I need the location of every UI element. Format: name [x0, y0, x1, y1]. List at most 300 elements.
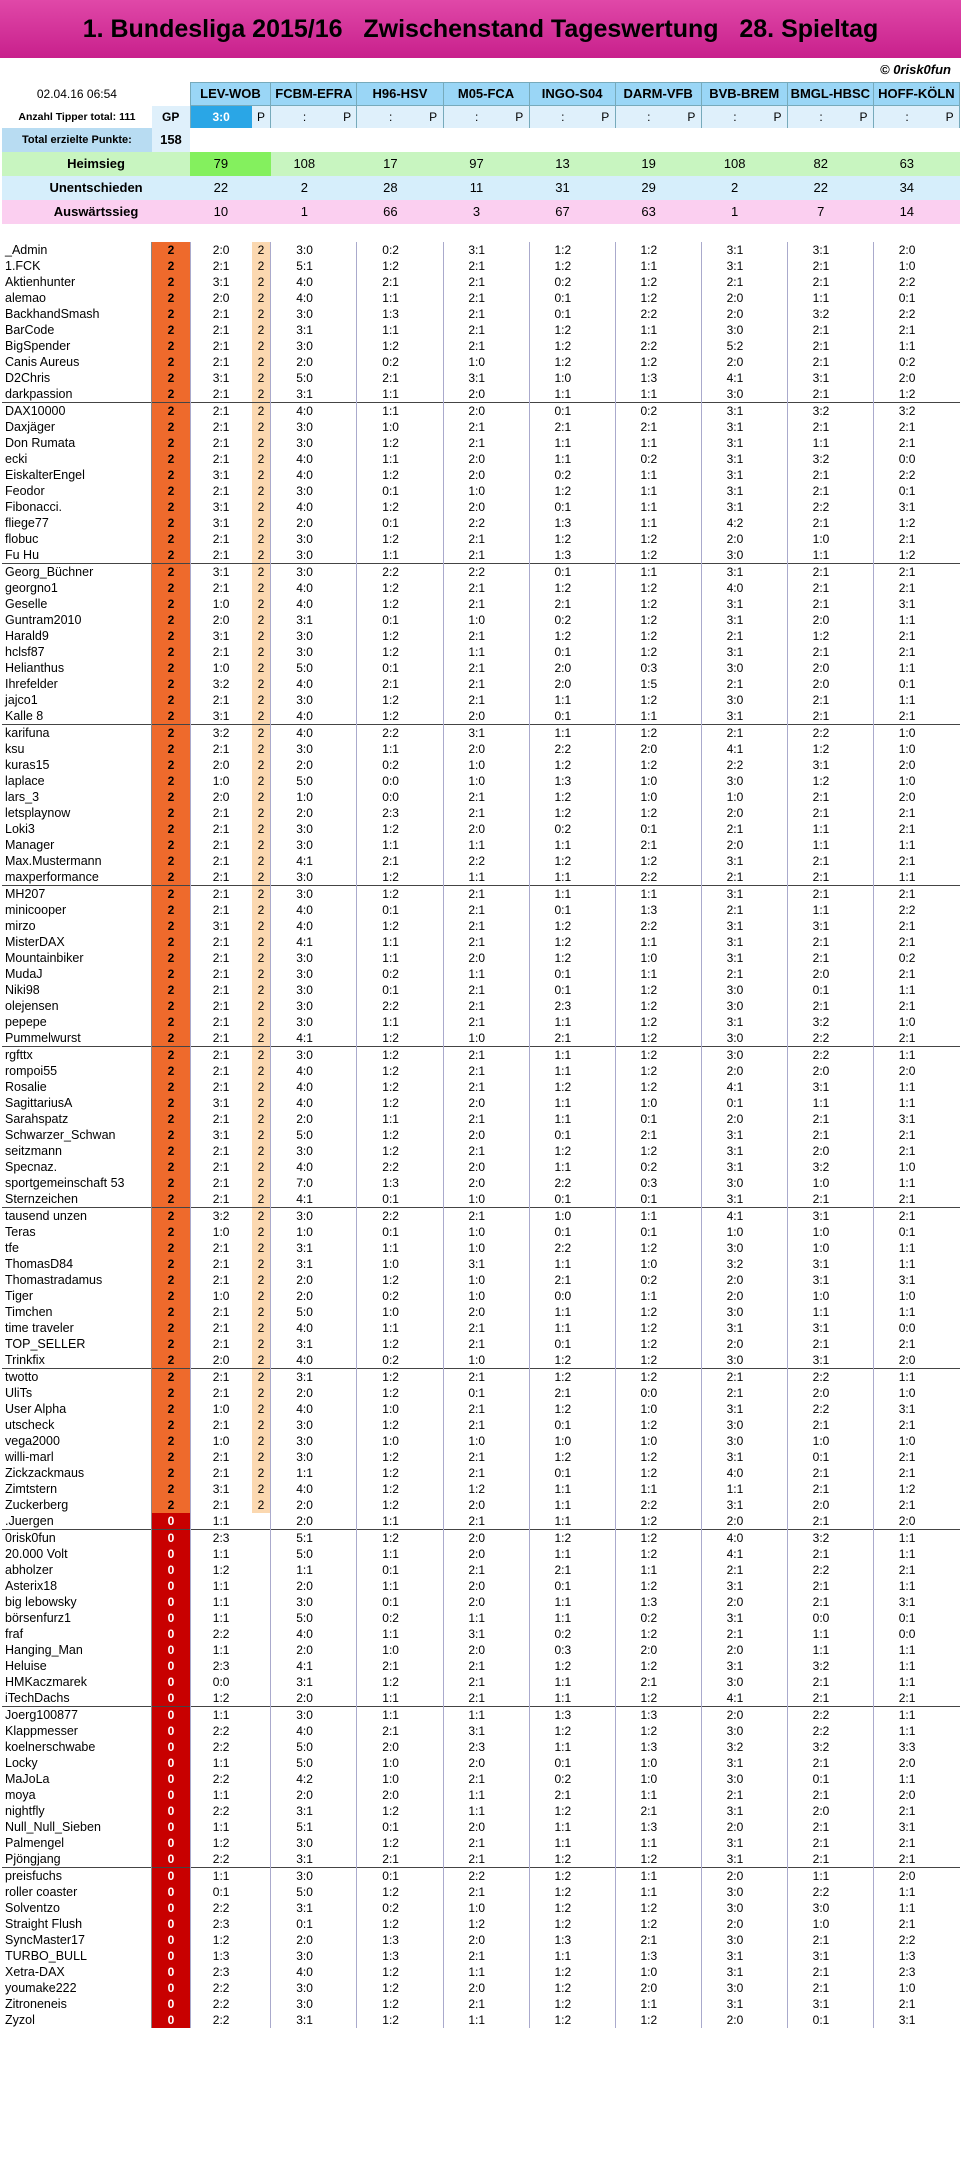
player-name: 0risk0fun	[2, 1530, 152, 1547]
tip: 0:1	[873, 1224, 940, 1240]
tip: 2:0	[701, 1642, 768, 1658]
tip-points	[682, 805, 701, 821]
tip: 1:2	[357, 1884, 424, 1900]
tip: 3:2	[787, 451, 854, 467]
tip-points	[854, 1159, 873, 1175]
tip-points	[682, 1256, 701, 1272]
player-row	[2, 1626, 960, 1642]
tip: 4:0	[271, 1320, 338, 1336]
tip-points	[682, 612, 701, 628]
tip-points	[252, 1900, 271, 1916]
tip: 1:1	[357, 451, 424, 467]
player-name: seitzmann	[2, 1143, 152, 1159]
player-row	[2, 1208, 960, 1225]
tip-points	[424, 580, 443, 596]
tip-points	[682, 886, 701, 903]
match-name: LEV-WOB	[190, 83, 271, 106]
player-row	[2, 757, 960, 773]
tip-points	[768, 1191, 787, 1208]
tip: 2:1	[873, 1191, 940, 1208]
tip: 3:1	[787, 1079, 854, 1095]
tip: 1:1	[529, 1819, 596, 1835]
tip-points	[682, 1642, 701, 1658]
summary-value: 34	[873, 176, 940, 200]
tip: 2:1	[787, 1819, 854, 1835]
tip-points	[682, 322, 701, 338]
tip-points	[854, 1626, 873, 1642]
tip-points: 2	[252, 515, 271, 531]
player-row	[2, 547, 960, 564]
tip: 2:1	[190, 692, 252, 708]
tip: 2:1	[443, 676, 510, 692]
tip: 2:1	[190, 966, 252, 982]
tip-points	[854, 757, 873, 773]
player-name: 1.FCK	[2, 258, 152, 274]
player-name: fliege77	[2, 515, 152, 531]
tip-points	[338, 1385, 357, 1401]
player-name: Daxjäger	[2, 419, 152, 435]
tip-points	[682, 1610, 701, 1626]
tip: 1:0	[615, 1964, 682, 1980]
tip: 1:0	[443, 757, 510, 773]
player-name: börsenfurz1	[2, 1610, 152, 1626]
tip-points	[424, 1336, 443, 1352]
tip: 2:0	[271, 1272, 338, 1288]
tip: 1:2	[357, 1143, 424, 1159]
player-row	[2, 580, 960, 596]
tip: 2:1	[443, 1369, 510, 1386]
tip-points	[424, 322, 443, 338]
tip-points	[424, 982, 443, 998]
tip: 2:1	[701, 1562, 768, 1578]
tip: 3:2	[701, 1739, 768, 1755]
tip: 2:1	[701, 676, 768, 692]
tip: 2:1	[443, 628, 510, 644]
tip: 4:0	[271, 1401, 338, 1417]
tip-points	[854, 1835, 873, 1851]
tip: 2:1	[787, 1980, 854, 1996]
tip: 2:3	[873, 1964, 940, 1980]
tip: 3:0	[701, 322, 768, 338]
tip-points	[940, 1481, 959, 1497]
tip: 1:1	[873, 1095, 940, 1111]
tip-points	[940, 354, 959, 370]
tip: 0:1	[615, 821, 682, 837]
tip-points	[854, 1546, 873, 1562]
tip-points	[854, 338, 873, 354]
player-name: minicooper	[2, 902, 152, 918]
tip-points	[768, 1481, 787, 1497]
tip-points	[682, 1288, 701, 1304]
summary-value: 11	[443, 176, 510, 200]
tip-points	[854, 1594, 873, 1610]
player-gp: 0	[152, 1610, 190, 1626]
tip-points	[940, 998, 959, 1014]
tip: 2:1	[787, 1851, 854, 1868]
tip: 2:0	[787, 1385, 854, 1401]
tip: 2:2	[357, 564, 424, 581]
tip: 0:2	[615, 451, 682, 467]
player-name: Palmengel	[2, 1835, 152, 1851]
tip-points	[768, 692, 787, 708]
tip: 4:0	[271, 451, 338, 467]
tip-points	[682, 1191, 701, 1208]
player-gp: 2	[152, 773, 190, 789]
tip-points: 2	[252, 1095, 271, 1111]
tip-points	[510, 354, 529, 370]
tip-points	[596, 499, 615, 515]
player-row	[2, 853, 960, 869]
player-name: twotto	[2, 1369, 152, 1386]
tip: 1:1	[357, 290, 424, 306]
tip: 2:1	[787, 934, 854, 950]
player-row	[2, 1159, 960, 1175]
tip-points	[596, 725, 615, 742]
tip-points	[768, 1240, 787, 1256]
tip: 2:1	[357, 1658, 424, 1674]
player-name: Zickzackmaus	[2, 1465, 152, 1481]
tip-points	[682, 741, 701, 757]
tip-points: 2	[252, 708, 271, 725]
player-row	[2, 1594, 960, 1610]
tip: 2:1	[615, 1674, 682, 1690]
tip-points	[854, 242, 873, 258]
tip: 2:1	[787, 274, 854, 290]
tip: 2:1	[190, 1417, 252, 1433]
tip-points	[510, 1497, 529, 1513]
tip-points	[338, 290, 357, 306]
tip: 2:1	[190, 853, 252, 869]
player-row	[2, 354, 960, 370]
tip-points	[510, 1723, 529, 1739]
tip: 1:0	[190, 596, 252, 612]
tip-points	[338, 1191, 357, 1208]
tip-points	[768, 1320, 787, 1336]
tip-points	[338, 435, 357, 451]
tip: 1:0	[615, 1771, 682, 1787]
tip: 2:0	[443, 1546, 510, 1562]
tip: 1:2	[357, 886, 424, 903]
tip: 2:3	[443, 1739, 510, 1755]
tip: 0:1	[271, 1916, 338, 1932]
tip-points	[596, 1948, 615, 1964]
tip: 2:2	[615, 338, 682, 354]
player-gp: 2	[152, 998, 190, 1014]
tip-points: 2	[252, 886, 271, 903]
player-gp: 0	[152, 1690, 190, 1707]
tip-points	[338, 1513, 357, 1530]
player-gp: 2	[152, 386, 190, 403]
tip: 3:0	[271, 1835, 338, 1851]
tip-points	[596, 1304, 615, 1320]
tip-points	[768, 354, 787, 370]
tip: 2:1	[873, 1417, 940, 1433]
tip-points	[596, 1674, 615, 1690]
tip: 3:0	[271, 1980, 338, 1996]
tip-points	[338, 1900, 357, 1916]
tip: 1:0	[615, 950, 682, 966]
tip-points: 2	[252, 1320, 271, 1336]
player-name: Manager	[2, 837, 152, 853]
tip-points	[940, 596, 959, 612]
tip-points	[252, 1884, 271, 1900]
tip-points	[682, 403, 701, 420]
player-gp: 0	[152, 1884, 190, 1900]
player-gp: 2	[152, 1352, 190, 1369]
tip-points	[510, 242, 529, 258]
tip-points	[940, 773, 959, 789]
tip-points	[854, 644, 873, 660]
tip: 0:2	[615, 403, 682, 420]
tipp-table	[2, 82, 960, 2028]
player-name: Asterix18	[2, 1578, 152, 1594]
tip: 3:0	[271, 338, 338, 354]
tip-points	[768, 628, 787, 644]
tip-points	[768, 853, 787, 869]
tip: 1:1	[701, 1481, 768, 1497]
tip: 1:2	[529, 1352, 596, 1369]
tip-points	[682, 1095, 701, 1111]
player-name: darkpassion	[2, 386, 152, 403]
tip-points	[682, 1465, 701, 1481]
tip-points	[596, 1980, 615, 1996]
player-name: HMKaczmarek	[2, 1674, 152, 1690]
tip-points	[510, 998, 529, 1014]
tip: 1:2	[529, 1916, 596, 1932]
tip: 1:2	[529, 1964, 596, 1980]
player-row	[2, 1095, 960, 1111]
tip: 3:2	[787, 403, 854, 420]
tip-points	[338, 1723, 357, 1739]
tip-points	[940, 757, 959, 773]
tip: 3:0	[271, 483, 338, 499]
tip-points	[596, 1884, 615, 1900]
tip-points: 2	[252, 998, 271, 1014]
tip: 1:1	[529, 1481, 596, 1497]
tip-points	[854, 1513, 873, 1530]
tip: 1:1	[529, 1304, 596, 1320]
tip-points	[940, 515, 959, 531]
tip: 0:2	[615, 1610, 682, 1626]
player-gp: 2	[152, 322, 190, 338]
player-name: Zuckerberg	[2, 1497, 152, 1513]
tip-points: 2	[252, 1079, 271, 1095]
player-row	[2, 1304, 960, 1320]
tip-points	[854, 1674, 873, 1690]
tip: 0:1	[357, 1224, 424, 1240]
tip: 0:1	[357, 612, 424, 628]
tip-points	[768, 982, 787, 998]
tip-points: 2	[252, 354, 271, 370]
tip-points	[338, 386, 357, 403]
tip-points	[338, 1578, 357, 1594]
tip: 1:3	[615, 902, 682, 918]
tip-points	[510, 419, 529, 435]
tip-points	[596, 1851, 615, 1868]
tip: 3:1	[701, 435, 768, 451]
player-row	[2, 1352, 960, 1369]
tip: 2:2	[615, 306, 682, 322]
tip: 2:0	[357, 1739, 424, 1755]
tip-points	[596, 1916, 615, 1932]
tip-points	[768, 1030, 787, 1047]
tip-points	[424, 1449, 443, 1465]
tip: 1:2	[615, 1546, 682, 1562]
match-name: BVB-BREM	[701, 83, 787, 106]
tip: 3:2	[787, 306, 854, 322]
player-gp: 2	[152, 918, 190, 934]
player-row	[2, 1175, 960, 1191]
tip: 1:2	[529, 1369, 596, 1386]
player-row	[2, 902, 960, 918]
tip: 2:1	[190, 1111, 252, 1127]
tip-points	[596, 1513, 615, 1530]
tip: 1:2	[357, 821, 424, 837]
tip: 5:1	[271, 1530, 338, 1547]
tip: 1:1	[787, 1626, 854, 1642]
tip: 2:1	[443, 1047, 510, 1064]
tip-points	[940, 1884, 959, 1900]
summary-pad	[596, 152, 615, 176]
tip-points	[510, 403, 529, 420]
tip: 1:2	[615, 725, 682, 742]
tip: 2:1	[443, 660, 510, 676]
tip: 1:2	[357, 1916, 424, 1932]
tip-points	[940, 1336, 959, 1352]
tip-points	[338, 1079, 357, 1095]
player-name: willi-marl	[2, 1449, 152, 1465]
tip-points	[940, 1240, 959, 1256]
tip-points	[854, 773, 873, 789]
tip: 1:1	[615, 1288, 682, 1304]
player-name: kuras15	[2, 757, 152, 773]
tip: 2:1	[873, 1996, 940, 2012]
tip: 1:0	[873, 1433, 940, 1449]
tip: 3:0	[271, 1948, 338, 1964]
player-name: MaJoLa	[2, 1771, 152, 1787]
tip-points	[424, 1530, 443, 1547]
tip-points	[940, 1352, 959, 1369]
tip: 3:2	[701, 1256, 768, 1272]
tip: 2:1	[787, 1594, 854, 1610]
tip: 2:1	[529, 1385, 596, 1401]
tip: 1:2	[190, 1562, 252, 1578]
tip-points	[596, 580, 615, 596]
tip: 1:0	[443, 773, 510, 789]
tip-points	[596, 1690, 615, 1707]
tip-points	[854, 258, 873, 274]
tip-points	[682, 1497, 701, 1513]
tip: 2:1	[873, 1916, 940, 1932]
summary-value: 79	[190, 152, 252, 176]
tip-points	[940, 1803, 959, 1819]
match-name: DARM-VFB	[615, 83, 701, 106]
tip: 3:0	[271, 1594, 338, 1610]
tip: 2:1	[787, 1513, 854, 1530]
tip-points	[424, 1996, 443, 2012]
player-gp: 0	[152, 2012, 190, 2028]
tip: 1:2	[357, 1497, 424, 1513]
tip: 1:2	[787, 628, 854, 644]
tip: 1:2	[357, 1385, 424, 1401]
tip-points	[424, 1755, 443, 1771]
player-row	[2, 1111, 960, 1127]
summary-value: 14	[873, 200, 940, 224]
tip-points	[338, 1658, 357, 1674]
player-row	[2, 1771, 960, 1787]
tip: 0:2	[529, 274, 596, 290]
tip-points	[854, 741, 873, 757]
tip-points	[424, 692, 443, 708]
tip: 1:2	[615, 596, 682, 612]
player-name: abholzer	[2, 1562, 152, 1578]
tip-points	[682, 853, 701, 869]
tip-points	[768, 1159, 787, 1175]
tip-points	[510, 1240, 529, 1256]
tip-points	[338, 628, 357, 644]
player-row	[2, 660, 960, 676]
tip: 3:2	[787, 1530, 854, 1547]
tip: 4:0	[271, 580, 338, 596]
summary-pad	[682, 152, 701, 176]
player-gp: 0	[152, 1739, 190, 1755]
tip: 1:2	[529, 757, 596, 773]
player-name: _Admin	[2, 242, 152, 258]
tip: 1:1	[873, 1707, 940, 1724]
tip: 2:1	[443, 1320, 510, 1336]
tip-points	[596, 1465, 615, 1481]
player-gp: 2	[152, 1030, 190, 1047]
tip-points	[338, 1175, 357, 1191]
tip: 1:2	[615, 805, 682, 821]
tip-points	[768, 1964, 787, 1980]
tip: 2:0	[443, 1127, 510, 1143]
tip-points	[940, 2012, 959, 2028]
tip: 2:1	[190, 580, 252, 596]
tip: 1:1	[529, 1610, 596, 1626]
tip-points	[424, 2012, 443, 2028]
tip-points	[940, 451, 959, 467]
tip: 1:0	[190, 660, 252, 676]
tip-points	[682, 1546, 701, 1562]
tip-points	[424, 1014, 443, 1030]
tip-points: 2	[252, 547, 271, 564]
tip-points	[768, 1739, 787, 1755]
match-name: M05-FCA	[443, 83, 529, 106]
tip-points	[854, 869, 873, 886]
tip-points	[510, 1530, 529, 1547]
tip: 4:0	[271, 467, 338, 483]
tip-points	[768, 966, 787, 982]
player-row	[2, 821, 960, 837]
tip-points	[424, 1819, 443, 1835]
tip: 2:1	[787, 1690, 854, 1707]
tip: 1:1	[190, 1513, 252, 1530]
tip-points	[252, 1530, 271, 1547]
tip: 1:1	[357, 1690, 424, 1707]
tip-points	[768, 547, 787, 564]
tip: 2:2	[443, 515, 510, 531]
tip-points	[510, 1401, 529, 1417]
tip: 2:2	[787, 499, 854, 515]
tip: 2:1	[529, 596, 596, 612]
tip: 4:0	[271, 1723, 338, 1739]
tip: 2:1	[873, 580, 940, 596]
player-row	[2, 628, 960, 644]
tip-points	[424, 725, 443, 742]
tip-points	[510, 1336, 529, 1352]
tip: 2:1	[190, 1175, 252, 1191]
